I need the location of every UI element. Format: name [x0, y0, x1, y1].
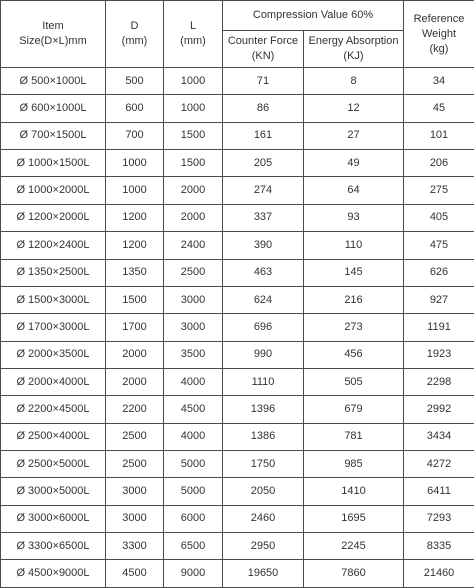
- cell-length: 3000: [164, 314, 223, 341]
- cell-reference-weight: 4272: [404, 451, 474, 478]
- cell-size: Ø 3300×6500L: [1, 533, 106, 560]
- header-compression: Compression Value 60%: [223, 1, 404, 31]
- header-weight-line2: Weight: [421, 27, 457, 40]
- cell-counter-force: 696: [223, 314, 304, 341]
- cell-size: Ø 1700×3000L: [1, 314, 106, 341]
- cell-diameter: 1200: [106, 204, 164, 231]
- cell-diameter: 4500: [106, 560, 164, 588]
- cell-diameter: 1000: [106, 177, 164, 204]
- header-row-top: [1, 1, 474, 31]
- cell-size: Ø 1200×2400L: [1, 232, 106, 259]
- cell-energy-absorption: 505: [304, 368, 404, 395]
- cell-diameter: 500: [106, 68, 164, 95]
- cell-length: 3500: [164, 341, 223, 368]
- cell-energy-absorption: 64: [304, 177, 404, 204]
- cell-energy-absorption: 93: [304, 204, 404, 231]
- header-energy-absorption: [304, 31, 404, 68]
- cell-energy-absorption: 49: [304, 150, 404, 177]
- header-d-unit: (mm): [121, 35, 148, 47]
- cell-size: Ø 1500×3000L: [1, 286, 106, 313]
- cell-size: Ø 2000×3500L: [1, 341, 106, 368]
- cell-reference-weight: 2298: [404, 368, 474, 395]
- cell-diameter: 2500: [106, 423, 164, 450]
- cell-counter-force: 463: [223, 259, 304, 286]
- cell-diameter: 2000: [106, 341, 164, 368]
- cell-reference-weight: 206: [404, 150, 474, 177]
- header-weight-line1: Reference: [413, 12, 465, 25]
- table-row: [1, 177, 474, 204]
- cell-counter-force: 205: [223, 150, 304, 177]
- cell-counter-force: 2460: [223, 505, 304, 532]
- cell-energy-absorption: 679: [304, 396, 404, 423]
- cell-size: Ø 2000×4000L: [1, 368, 106, 395]
- cell-energy-absorption: 781: [304, 423, 404, 450]
- cell-size: Ø 2200×4500L: [1, 396, 106, 423]
- header-counter-force: [223, 31, 304, 68]
- cell-reference-weight: 21460: [404, 560, 474, 588]
- table-row: [1, 204, 474, 231]
- cell-length: 6000: [164, 505, 223, 532]
- cell-length: 4000: [164, 368, 223, 395]
- cell-size: Ø 2500×4000L: [1, 423, 106, 450]
- cell-length: 6500: [164, 533, 223, 560]
- cell-counter-force: 990: [223, 341, 304, 368]
- cell-counter-force: 624: [223, 286, 304, 313]
- table-row: [1, 68, 474, 95]
- cell-reference-weight: 7293: [404, 505, 474, 532]
- cell-length: 4000: [164, 423, 223, 450]
- cell-reference-weight: 405: [404, 204, 474, 231]
- table-row: [1, 505, 474, 532]
- cell-size: Ø 1000×1500L: [1, 150, 106, 177]
- cell-size: Ø 1000×2000L: [1, 177, 106, 204]
- table-row: [1, 368, 474, 395]
- table-row: [1, 122, 474, 149]
- table-row: [1, 451, 474, 478]
- cell-energy-absorption: 1695: [304, 505, 404, 532]
- cell-counter-force: 161: [223, 122, 304, 149]
- cell-length: 2400: [164, 232, 223, 259]
- header-diameter: [106, 1, 164, 68]
- cell-reference-weight: 6411: [404, 478, 474, 505]
- cell-energy-absorption: 985: [304, 451, 404, 478]
- cell-length: 1000: [164, 95, 223, 122]
- cell-counter-force: 86: [223, 95, 304, 122]
- cell-length: 1500: [164, 122, 223, 149]
- cell-diameter: 1500: [106, 286, 164, 313]
- cell-counter-force: 1386: [223, 423, 304, 450]
- cell-energy-absorption: 145: [304, 259, 404, 286]
- header-l-unit: (mm): [180, 35, 206, 47]
- cell-diameter: 1700: [106, 314, 164, 341]
- cell-energy-absorption: 2245: [304, 533, 404, 560]
- cell-size: Ø 1200×2000L: [1, 204, 106, 231]
- table-row: [1, 341, 474, 368]
- cell-counter-force: 274: [223, 177, 304, 204]
- cell-length: 5000: [164, 451, 223, 478]
- cell-counter-force: 71: [223, 68, 304, 95]
- cell-reference-weight: 101: [404, 122, 474, 149]
- table-row: [1, 533, 474, 560]
- cell-energy-absorption: 8: [304, 68, 404, 95]
- cell-reference-weight: 3434: [404, 423, 474, 450]
- cell-counter-force: 19650: [223, 560, 304, 588]
- header-energy-unit: (KJ): [343, 50, 364, 62]
- cell-size: Ø 3000×6000L: [1, 505, 106, 532]
- cell-size: Ø 700×1500L: [1, 122, 106, 149]
- table-row: [1, 478, 474, 505]
- cell-length: 2500: [164, 259, 223, 286]
- header-weight-unit: (kg): [429, 42, 449, 55]
- table-row: [1, 396, 474, 423]
- cell-length: 1000: [164, 68, 223, 95]
- cell-diameter: 1000: [106, 150, 164, 177]
- cell-diameter: 2200: [106, 396, 164, 423]
- cell-length: 9000: [164, 560, 223, 588]
- cell-energy-absorption: 27: [304, 122, 404, 149]
- cell-energy-absorption: 1410: [304, 478, 404, 505]
- cell-reference-weight: 1191: [404, 314, 474, 341]
- header-counter-force-label: Counter Force: [227, 35, 299, 47]
- cell-energy-absorption: 110: [304, 232, 404, 259]
- cell-size: Ø 1350×2500L: [1, 259, 106, 286]
- cell-size: Ø 2500×5000L: [1, 451, 106, 478]
- cell-energy-absorption: 216: [304, 286, 404, 313]
- header-reference-weight: [404, 1, 474, 68]
- cell-diameter: 700: [106, 122, 164, 149]
- cell-energy-absorption: 456: [304, 341, 404, 368]
- cell-reference-weight: 927: [404, 286, 474, 313]
- cell-diameter: 1200: [106, 232, 164, 259]
- cell-energy-absorption: 273: [304, 314, 404, 341]
- table-row: [1, 314, 474, 341]
- cell-counter-force: 2950: [223, 533, 304, 560]
- cell-counter-force: 337: [223, 204, 304, 231]
- cell-counter-force: 2050: [223, 478, 304, 505]
- cell-diameter: 2000: [106, 368, 164, 395]
- cell-diameter: 3000: [106, 478, 164, 505]
- cell-reference-weight: 626: [404, 259, 474, 286]
- table-row: [1, 259, 474, 286]
- cell-diameter: 3300: [106, 533, 164, 560]
- cell-energy-absorption: 12: [304, 95, 404, 122]
- table-row: [1, 95, 474, 122]
- header-counter-force-unit: (KN): [251, 50, 275, 62]
- cell-length: 5000: [164, 478, 223, 505]
- header-length: [164, 1, 223, 68]
- table-row: [1, 423, 474, 450]
- cell-counter-force: 1396: [223, 396, 304, 423]
- cell-diameter: 1350: [106, 259, 164, 286]
- cell-length: 1500: [164, 150, 223, 177]
- cell-reference-weight: 45: [404, 95, 474, 122]
- cell-reference-weight: 475: [404, 232, 474, 259]
- cell-size: Ø 600×1000L: [1, 95, 106, 122]
- cell-diameter: 2500: [106, 451, 164, 478]
- cell-length: 2000: [164, 204, 223, 231]
- cell-length: 2000: [164, 177, 223, 204]
- cell-size: Ø 500×1000L: [1, 68, 106, 95]
- table-row: [1, 286, 474, 313]
- cell-reference-weight: 2992: [404, 396, 474, 423]
- table-body: [1, 68, 474, 588]
- cell-diameter: 3000: [106, 505, 164, 532]
- header-l-label: L: [189, 20, 197, 32]
- cell-reference-weight: 275: [404, 177, 474, 204]
- table-row: [1, 560, 474, 588]
- header-d-label: D: [130, 20, 139, 32]
- header-item-size: [1, 1, 106, 68]
- header-size-label: Size(D×L)mm: [19, 35, 87, 47]
- cell-reference-weight: 8335: [404, 533, 474, 560]
- table-row: [1, 232, 474, 259]
- cell-counter-force: 1750: [223, 451, 304, 478]
- cell-size: Ø 3000×5000L: [1, 478, 106, 505]
- header-energy-label: Energy Absorption: [308, 35, 399, 47]
- cell-length: 4500: [164, 396, 223, 423]
- cell-energy-absorption: 7860: [304, 560, 404, 588]
- cell-reference-weight: 34: [404, 68, 474, 95]
- cell-length: 3000: [164, 286, 223, 313]
- cell-reference-weight: 1923: [404, 341, 474, 368]
- cell-size: Ø 4500×9000L: [1, 560, 106, 588]
- cell-counter-force: 390: [223, 232, 304, 259]
- header-item-label: Item: [42, 20, 64, 32]
- cell-counter-force: 1110: [223, 368, 304, 395]
- table-row: [1, 150, 474, 177]
- cell-diameter: 600: [106, 95, 164, 122]
